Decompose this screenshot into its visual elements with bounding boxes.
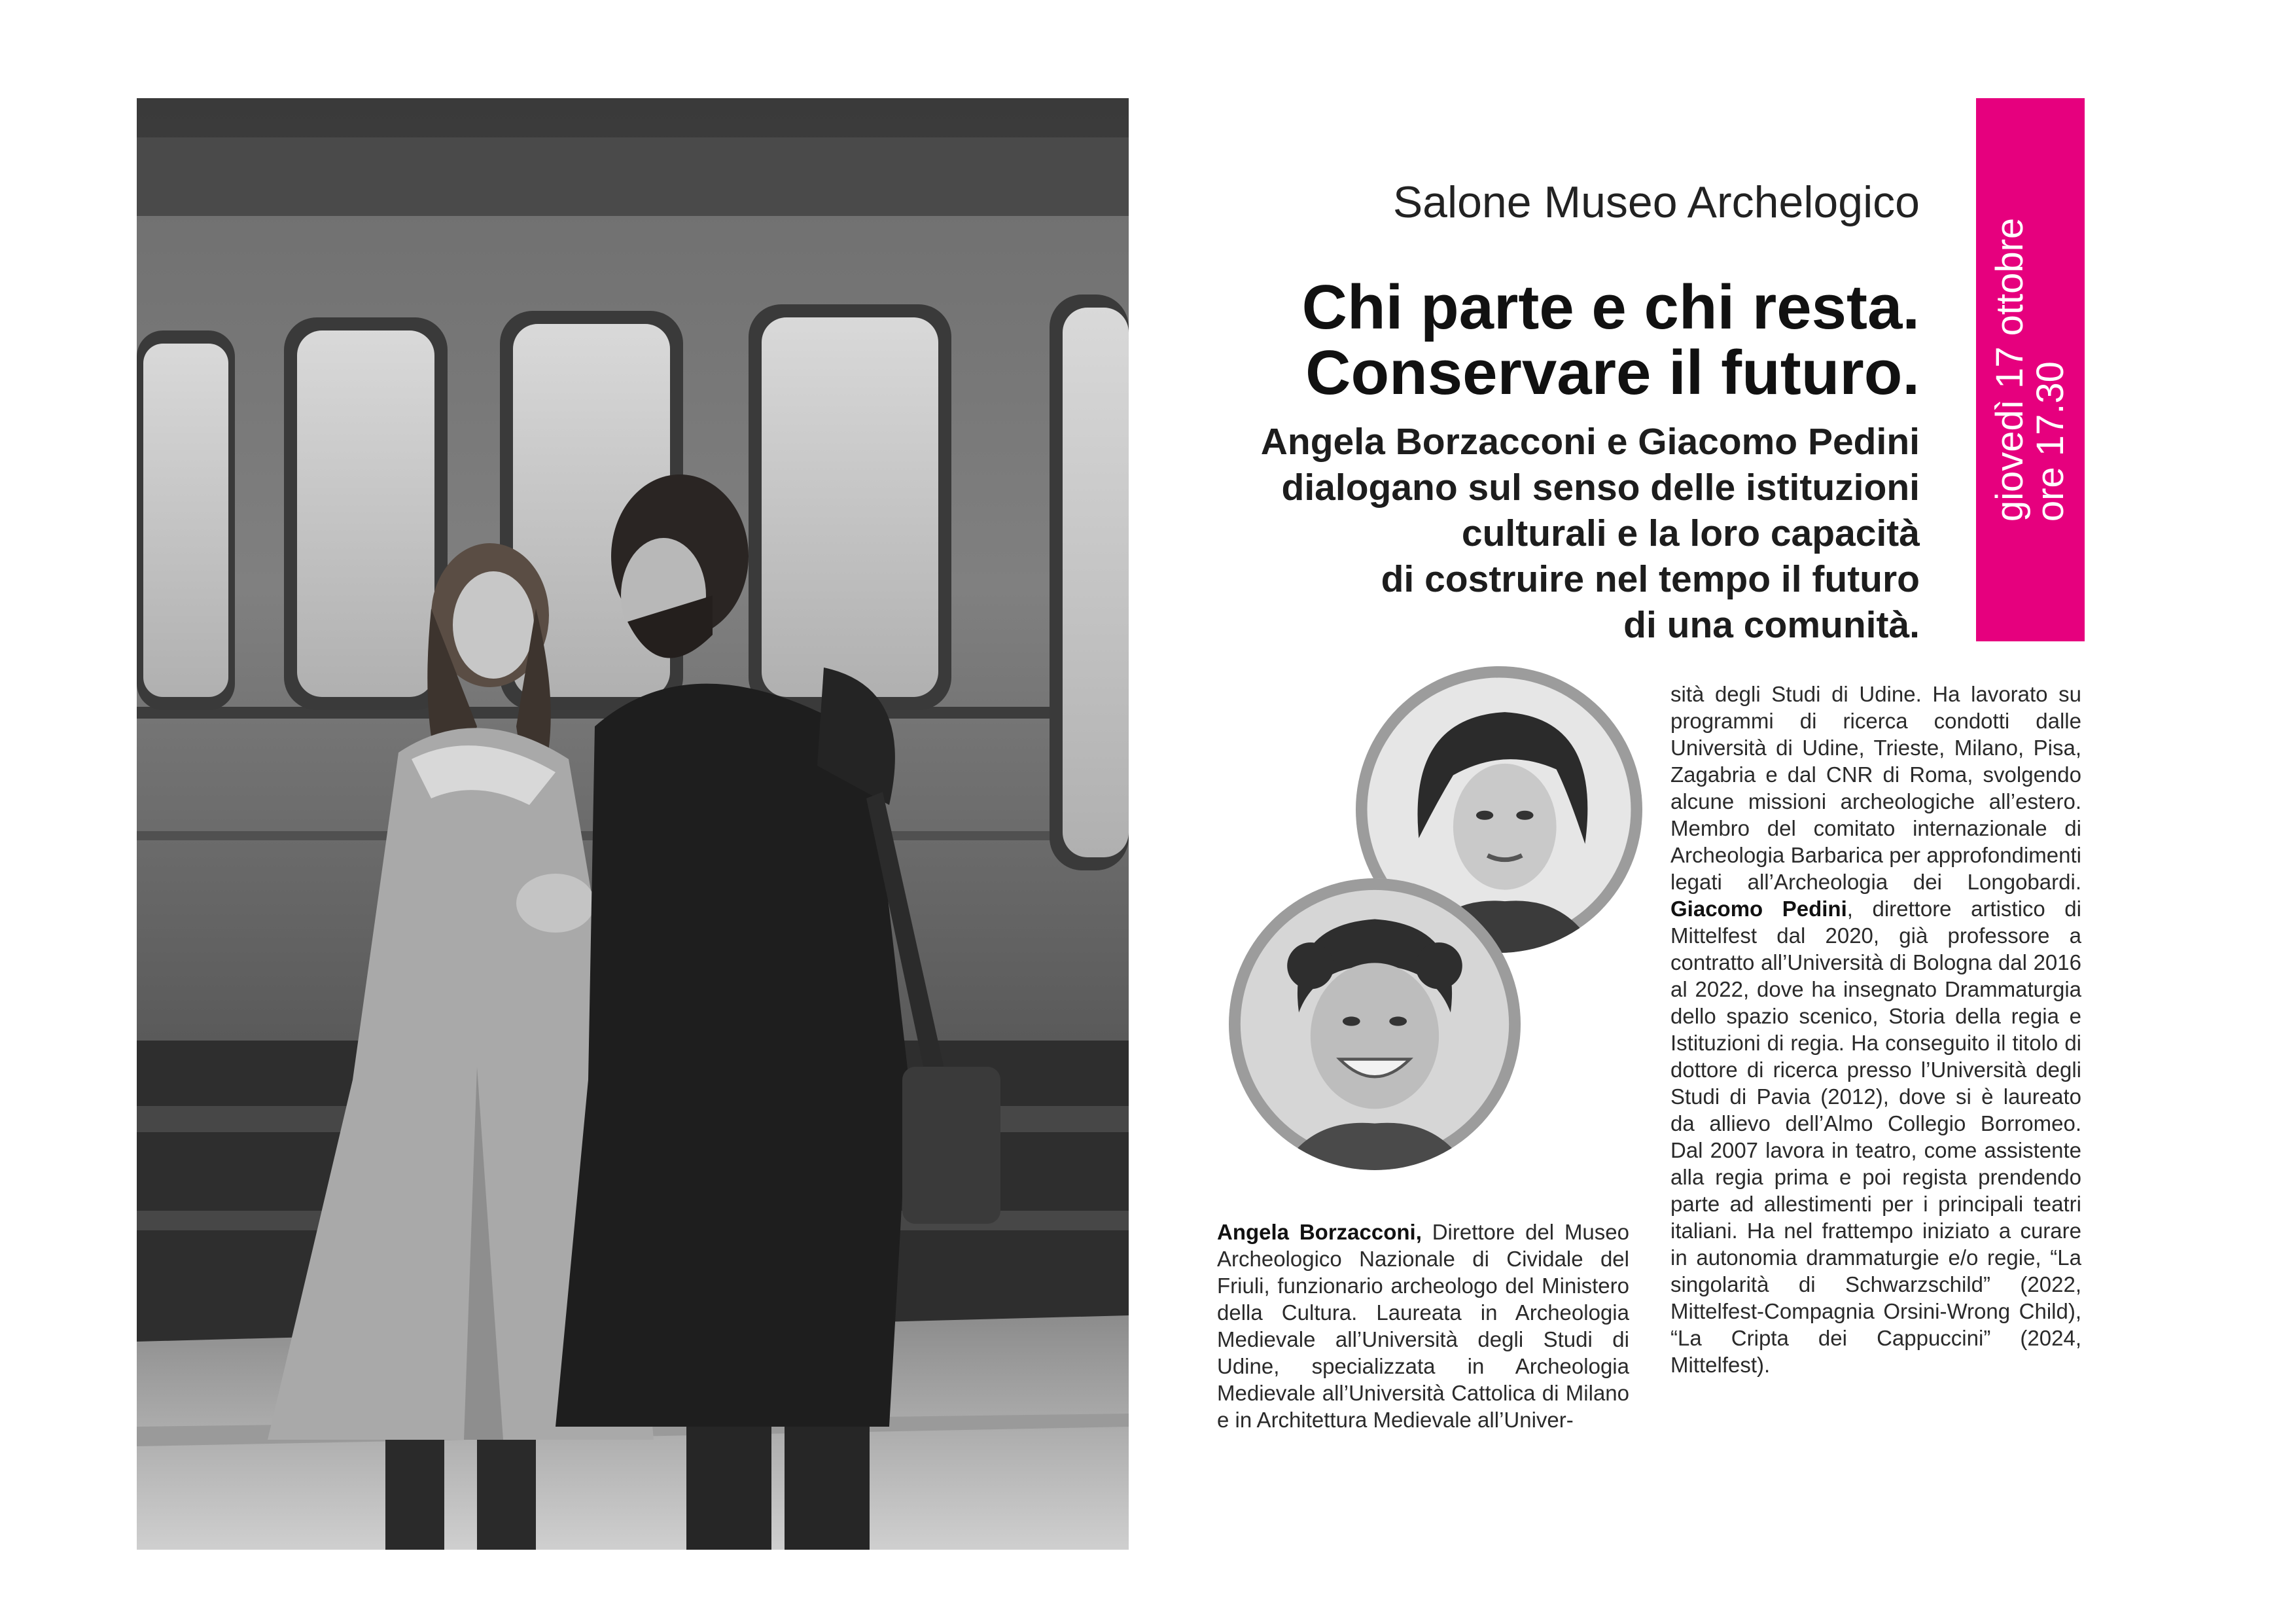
bio-giacomo-name: Giacomo Pedini — [1670, 897, 1847, 921]
event-date-time — [1990, 218, 2071, 522]
date-band — [1976, 98, 2085, 641]
event-title-line-1: Chi parte e chi resta. — [1301, 272, 1920, 342]
event-title — [1004, 272, 1920, 408]
event-time: ore 17.30 — [2029, 361, 2072, 522]
event-date: giovedì 17 ottobre — [1988, 217, 2031, 522]
train-platform-illustration — [137, 98, 1129, 1550]
subtitle-line-3: culturali e la loro capacità — [1461, 512, 1920, 554]
bio-continuation-column — [1670, 681, 2081, 1378]
subtitle-line-1: Angela Borzacconi e Giacomo Pedini — [1260, 421, 1920, 463]
bio-angela-borzacconi — [1217, 1219, 1629, 1433]
bio-giacomo-text: , direttore artistico di Mittelfest dal 2020, già professore a contratto all’Università di Bologna dal 2016 al 2022, dove ha insegnato Drammaturgia dello spazio scenico, Storia della regia e Istituzioni di regia. Ha conseguito il titolo di dottore di ricerca presso l’Università degli Studi di Pavia (2012), dove si è laureato da allievo dell’Almo Collegio Borromeo. Dal 2007 lavora in teatro, come assistente alla regia prima e poi regista prendendo parte ad allestimenti per i principali teatri italiani. Ha nel frattempo iniziato a curare in autonomia drammaturgie e/o regie, “La singolarità di Schwarzschild” (2022, Mittelfest-Compagnia Orsini-Wrong Child), “La Cripta dei Cappuccini” (2024, Mittelfest). — [1670, 897, 2081, 1377]
bio-angela-continuation: sità degli Studi di Udine. Ha lavorato su programmi di ricerca condotti dalle Università di Udine, Trieste, Milano, Pisa, Zagabria e dal CNR di Roma, svolgendo alcune missioni archeologiche all’estero. Membro del comitato internazionale di Archeologia Barbarica per approfondimenti legati all’Archeologia dei Longobardi. — [1670, 682, 2081, 894]
bio-angela-name: Angela Borzacconi, — [1217, 1220, 1422, 1244]
venue-name: Salone Museo Archelogico — [1392, 177, 1920, 227]
bio-angela-text: Direttore del Museo Archeologico Nazionale di Cividale del Friuli, funzionario archeologo del Ministero della Cultura. Laureata in Archeologia Medievale all’Università degli Studi di Udine, specializzata in Archeologia Medievale all’Università Cattolica di Milano e in Architettura Medievale all’Univer- — [1217, 1220, 1629, 1432]
event-title-line-2: Conservare il futuro. — [1305, 338, 1920, 408]
subtitle-line-2: dialogano sul senso delle istituzioni — [1281, 467, 1920, 508]
cover-photo — [137, 98, 1129, 1550]
subtitle-line-4: di costruire nel tempo il futuro — [1381, 558, 1920, 600]
subtitle-line-5: di una comunità. — [1623, 604, 1920, 646]
giacomo-pedini-portrait — [1229, 878, 1521, 1170]
event-subtitle — [1135, 419, 1920, 648]
